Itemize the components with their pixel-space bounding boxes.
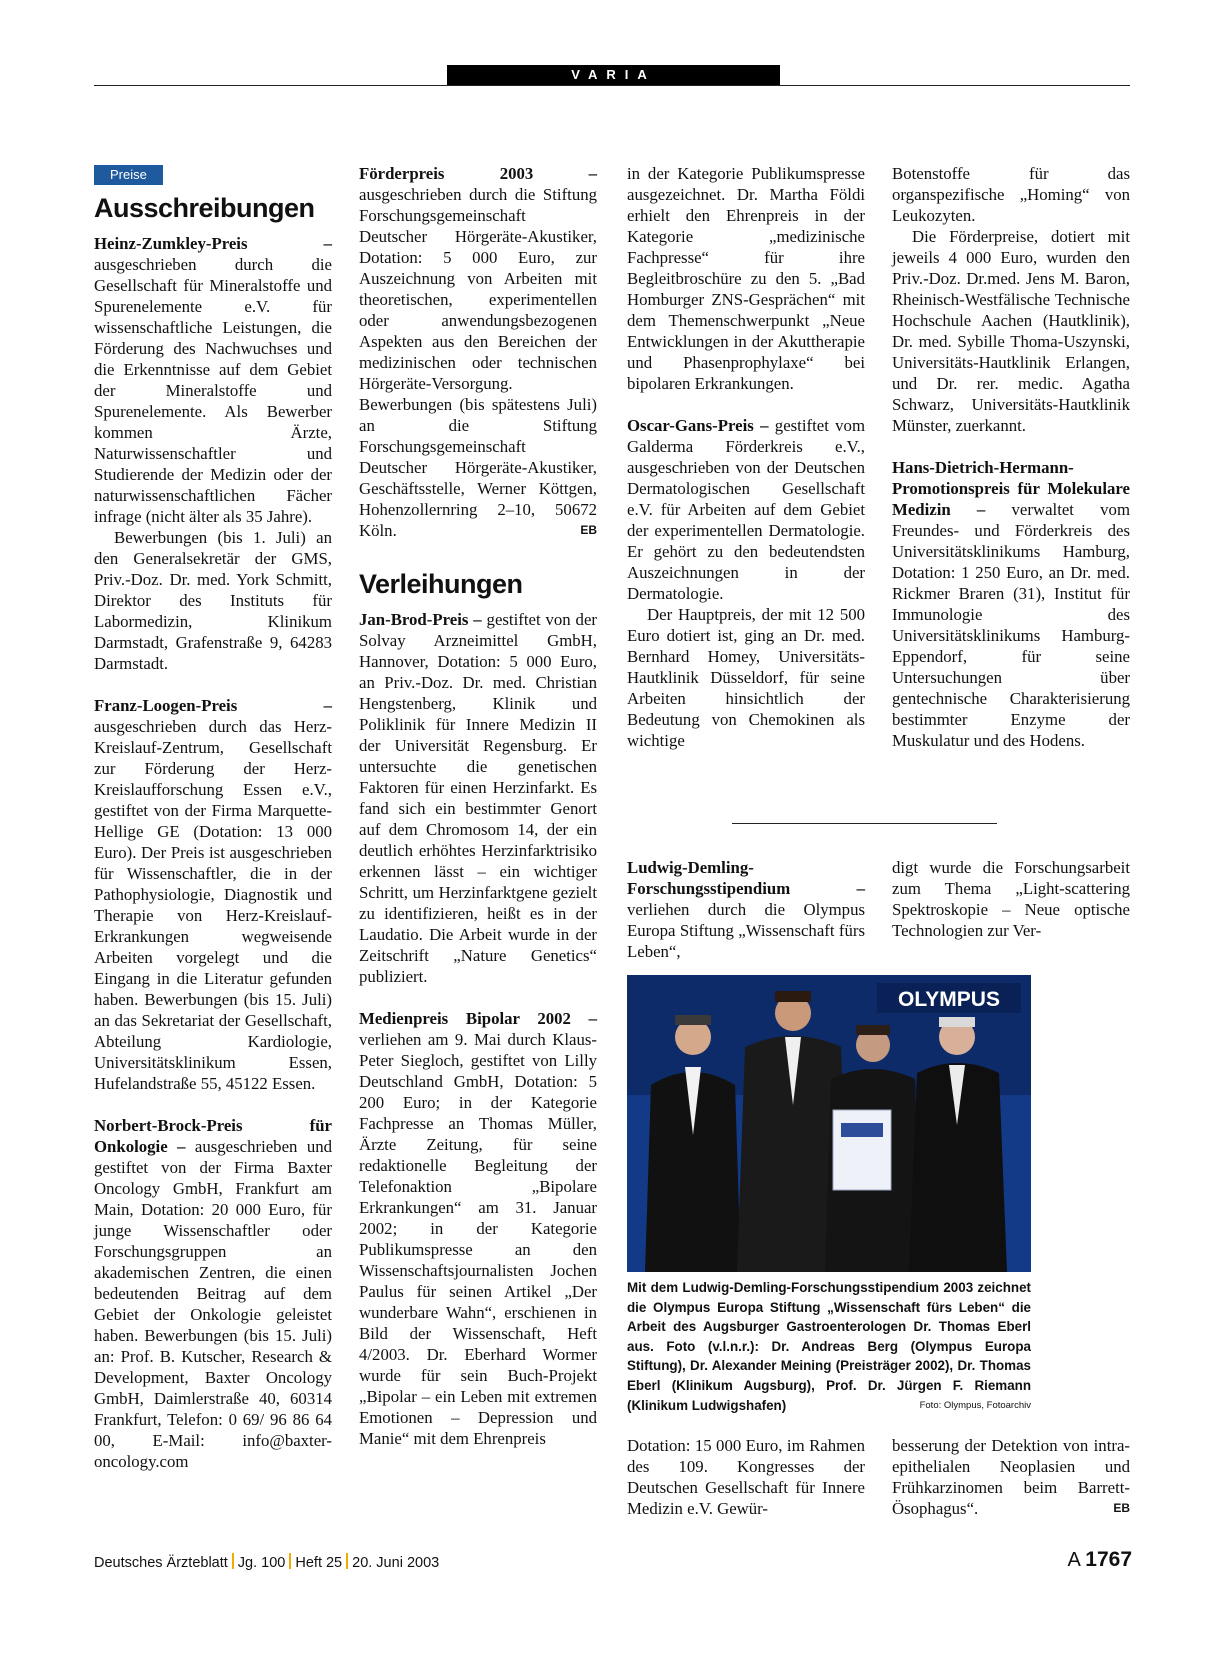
photo-credit: Foto: Olympus, Fotoarchiv (919, 1399, 1031, 1411)
prize-name: Förderpreis 2003 – (359, 164, 597, 183)
paragraph (627, 857, 865, 962)
heading-ausschreibungen: Ausschreibungen (94, 193, 315, 223)
caption-text: Mit dem Ludwig-Demling-Forschungsstipendium 2003 zeichnet die Olympus Europa Stiftung „Wissenschaft fürs Leben“ die Arbeit des Augsburger Gastroenterologen Dr. Thomas Eberl aus. Foto (v.l.n.r.): Dr. Andreas Berg (Olympus Europa Stiftung), Dr. Alexander Meining (Preisträger 2002), Dr. Thomas Eberl (Klinikum Augsburg), Prof. Dr. Jürgen F. Riemann (Klinikum Ludwigshafen) (627, 1280, 1031, 1413)
lower-column-3-top (627, 857, 865, 962)
heading-verleihungen: Verleihungen (359, 569, 523, 599)
page-prefix: A (1067, 1549, 1080, 1571)
footer (94, 1553, 439, 1571)
column-2 (359, 163, 597, 1449)
paragraph-text: besserung der Detektion von intra-epithelialen Neoplasien und Frühkarzinomen beim Barrett-Ösophagus“. (892, 1436, 1130, 1518)
paragraph (359, 1008, 597, 1449)
column-4 (892, 163, 1130, 751)
author-signature: EB (1113, 1501, 1130, 1515)
column-3 (627, 163, 865, 751)
prize-name: Heinz-Zumkley-Preis – (94, 234, 332, 253)
paragraph (892, 457, 1130, 751)
lower-column-4-top (892, 857, 1130, 941)
paragraph (359, 609, 597, 987)
prize-name: Medienpreis Bipolar 2002 – (359, 1009, 597, 1028)
paragraph (94, 1115, 332, 1472)
paragraph: digt wurde die Forschungsarbeit zum Thema „Light-scattering Spektroskopie – Neue optische Technologien zur Ver- (892, 858, 1130, 940)
footer-separator (232, 1553, 234, 1569)
paragraph-text: verwaltet vom Freundes- und Förderkreis des Universitätsklinikums Hamburg, Dotation: 1 250 Euro, an Dr. med. Rickmer Braren (31), Institut für Immunologie des Universitätsklinikums Hamburg-Eppendorf, für seine Untersuchungen über gentechnische Charakterisierung bestimmter Enzyme der Muskulatur und des Hodens. (892, 500, 1131, 750)
footer-separator (289, 1553, 291, 1569)
journal-date: 20. Juni 2003 (352, 1555, 440, 1571)
award-photo-illustration (627, 975, 1031, 1272)
section-divider (732, 823, 997, 824)
journal-name: Deutsches Ärzteblatt (94, 1555, 228, 1571)
page-number (1067, 1548, 1132, 1572)
paragraph (94, 233, 332, 527)
paragraph (94, 695, 332, 1094)
footer-separator (346, 1553, 348, 1569)
photo-caption (627, 1278, 1031, 1415)
page-number-value: 1767 (1085, 1548, 1132, 1571)
photo-logo-text: OLYMPUS (898, 988, 1000, 1011)
prize-name: Jan-Brod-Preis – (359, 610, 482, 629)
paragraph-text: ausgeschrieben durch die Gesellschaft für Mineralstoffe und Spurenelemente e.V. für wissenschaftliche Leistungen, die Förderung des Nachwuchses und die Erkenntnisse auf dem Gebiet der Mineralstoffe und Spurenelemente. Als Bewerber kommen Ärzte, Naturwissenschaftler und Studierende der Medizin oder der naturwissenschaftlichen Fächer infrage (nicht älter als 35 Jahre). (94, 255, 332, 526)
author-signature: EB (580, 523, 597, 537)
lower-column-4-bottom (892, 1435, 1130, 1519)
paragraph: Dotation: 15 000 Euro, im Rahmen des 109. Kongresses der Deutschen Gesellschaft für Innere Medizin e.V. Gewür- (627, 1436, 865, 1518)
header-rule (94, 85, 1130, 86)
prize-name: Norbert-Brock-Preis für Onkologie – (94, 1116, 332, 1156)
paragraph-text: ausgeschrieben und gestiftet von der Firma Baxter Oncology GmbH, Frankfurt am Main, Dotation: 20 000 Euro, für junge Wissenschaftler oder Forschungsgruppen an akademischen Zentren, die einen bedeutenden Beitrag auf dem Gebiet der Onkologie geleistet haben. Bewerbungen (bis 15. Juli) an: Prof. B. Kutscher, Research & Development, Baxter Oncology GmbH, Daimlerstraße 40, 60314 Frankfurt, Telefon: 0 69/ 96 86 64 00, E-Mail: info@baxter-oncology.com (94, 1137, 333, 1471)
prize-name: Franz-Loogen-Preis – (94, 696, 332, 715)
paragraph-text: ausgeschrieben durch das Herz-Kreislauf-Zentrum, Gesellschaft zur Förderung der Herz-Kreislaufforschung Essen e.V., gestiftet von der Firma Marquette-Hellige GE (Dotation: 13 000 Euro). Der Preis ist ausgeschrieben für Wissenschaftler, die in der Pathophysiologie, Diagnostik und Therapie von Herz-Kreislauf-Erkrankungen wegweisende Arbeiten vorgelegt und die Eingang in die Literatur gefunden haben. Bewerbungen (bis 15. Juli) an das Sekretariat der Gesellschaft, Abteilung Kardiologie, Universitätsklinikum Essen, Hufelandstraße 55, 45122 Essen. (94, 717, 332, 1093)
prize-name: Hans-Dietrich-Hermann-Promotionspreis für Molekulare Medizin – (892, 458, 1130, 519)
paragraph-text: verliehen durch die Olympus Europa Stiftung „Wissenschaft fürs Leben“, (627, 900, 865, 961)
paragraph (627, 415, 865, 604)
paragraph: Bewerbungen (bis 1. Juli) an den Generalsekretär der GMS, Priv.-Doz. Dr. med. York Schmitt, Direktor des Instituts für Labormedizin, Klinikum Darmstadt, Grafenstraße 9, 64283 Darmstadt. (94, 528, 332, 673)
paragraph-text: gestiftet von der Solvay Arzneimittel GmbH, Hannover, Dotation: 5 000 Euro, an Priv.-Doz. Dr. med. Christian Hengstenberg, Klinik und Poliklinik für Innere Medizin II der Universität Regensburg. Er untersuchte die genetischen Faktoren für einen Herzinfarkt. Es fand sich ein bestimmter Genort auf dem Chromosom 14, der ein deutlich erhöhtes Herzinfarktrisiko erkennen lässt – ein wichtiger Schritt, um Herzinfarktgene gezielt zu identifizieren, heißt es in der Laudatio. Die Arbeit wurde in der Zeitschrift „Nature Genetics“ publiziert. (359, 610, 597, 986)
journal-volume: Jg. 100 (237, 1555, 286, 1571)
paragraph: Die Förderpreise, dotiert mit jeweils 4 000 Euro, wurden den Priv.-Doz. Dr.med. Jens M. Baron, Rheinisch-Westfälische Technische Hochschule Aachen (Hautklinik), Dr. med. Sybille Thoma-Uszynski, Universitäts-Hautklinik Erlangen, und Dr. rer. medic. Agatha Schwarz, Universitäts-Hautklinik Münster, zuerkannt. (892, 227, 1130, 435)
paragraph (359, 163, 597, 541)
paragraph-text: gestiftet vom Galderma Förderkreis e.V., ausgeschrieben von der Deutschen Dermatologischen Gesellschaft e.V. für Arbeiten auf dem Gebiet der experimentellen Dermatologie. Er gehört zu den bedeutendsten Auszeichnungen in der Dermatologie. (627, 416, 866, 603)
paragraph: Der Hauptpreis, der mit 12 500 Euro dotiert ist, ging an Dr. med. Bernhard Homey, Universitäts-Hautklinik Düsseldorf, für seine Arbeiten hinsichtlich der Bedeutung von Chemokinen als wichtige (627, 605, 865, 750)
prize-name: Ludwig-Demling-Forschungsstipendium – (627, 858, 865, 898)
category-tag: Preise (94, 165, 163, 185)
paragraph (892, 1435, 1130, 1519)
journal-issue: Heft 25 (295, 1555, 343, 1571)
paragraph: Botenstoffe für das organspezifische „Homing“ von Leukozyten. (892, 164, 1130, 225)
column-1 (94, 163, 332, 1472)
paragraph-text: verliehen am 9. Mai durch Klaus-Peter Siegloch, gestiftet von Lilly Deutschland GmbH, Dotation: 5 200 Euro; in der Kategorie Fachpresse an Thomas Müller, Ärzte Zeitung, für seine redaktionelle Begleitung der Telefonaktion „Bipolare Erkrankungen“ am 31. Januar 2002; in der Kategorie Publikumspresse an den Wissenschaftsjournalisten Jochen Paulus für seinen Artikel „Der wunderbare Wahn“, erschienen in Bild der Wissenschaft, Heft 4/2003. Dr. Eberhard Wormer wurde für sein Buch-Projekt „Bipolar – ein Leben mit extremen Emotionen – Depression und Manie“ mit dem Ehrenpreis (359, 1030, 597, 1448)
lower-column-3-bottom (627, 1435, 865, 1519)
prize-name: Oscar-Gans-Preis – (627, 416, 769, 435)
paragraph: in der Kategorie Publikumspresse ausgezeichnet. Dr. Martha Földi erhielt den Ehrenpreis in der Kategorie „medizinische Fachpresse“ für ihre Begleitbroschüre zu den 5. „Bad Homburger ZNS-Gesprächen“ mit dem Themenschwerpunkt „Neue Entwicklungen in der Akuttherapie und Phasenprophylaxe“ bei bipolaren Erkrankungen. (627, 164, 865, 393)
section-label: VARIA (447, 65, 780, 85)
paragraph-text: ausgeschrieben durch die Stiftung Forschungsgemeinschaft Deutscher Hörgeräte-Akustiker, Dotation: 5 000 Euro, zur Auszeichnung von Arbeiten mit theoretischen, experimentellen oder anwendungsbezogenen Aspekten aus den Bereichen der medizinischen oder technischen Hörgeräte-Versorgung. Bewerbungen (bis spätestens Juli) an die Stiftung Forschungsgemeinschaft Deutscher Hörgeräte-Akustiker, Geschäftsstelle, Werner Köttgen, Hohenzollernring 2–10, 50672 Köln. (359, 185, 597, 540)
award-photo (627, 975, 1031, 1272)
